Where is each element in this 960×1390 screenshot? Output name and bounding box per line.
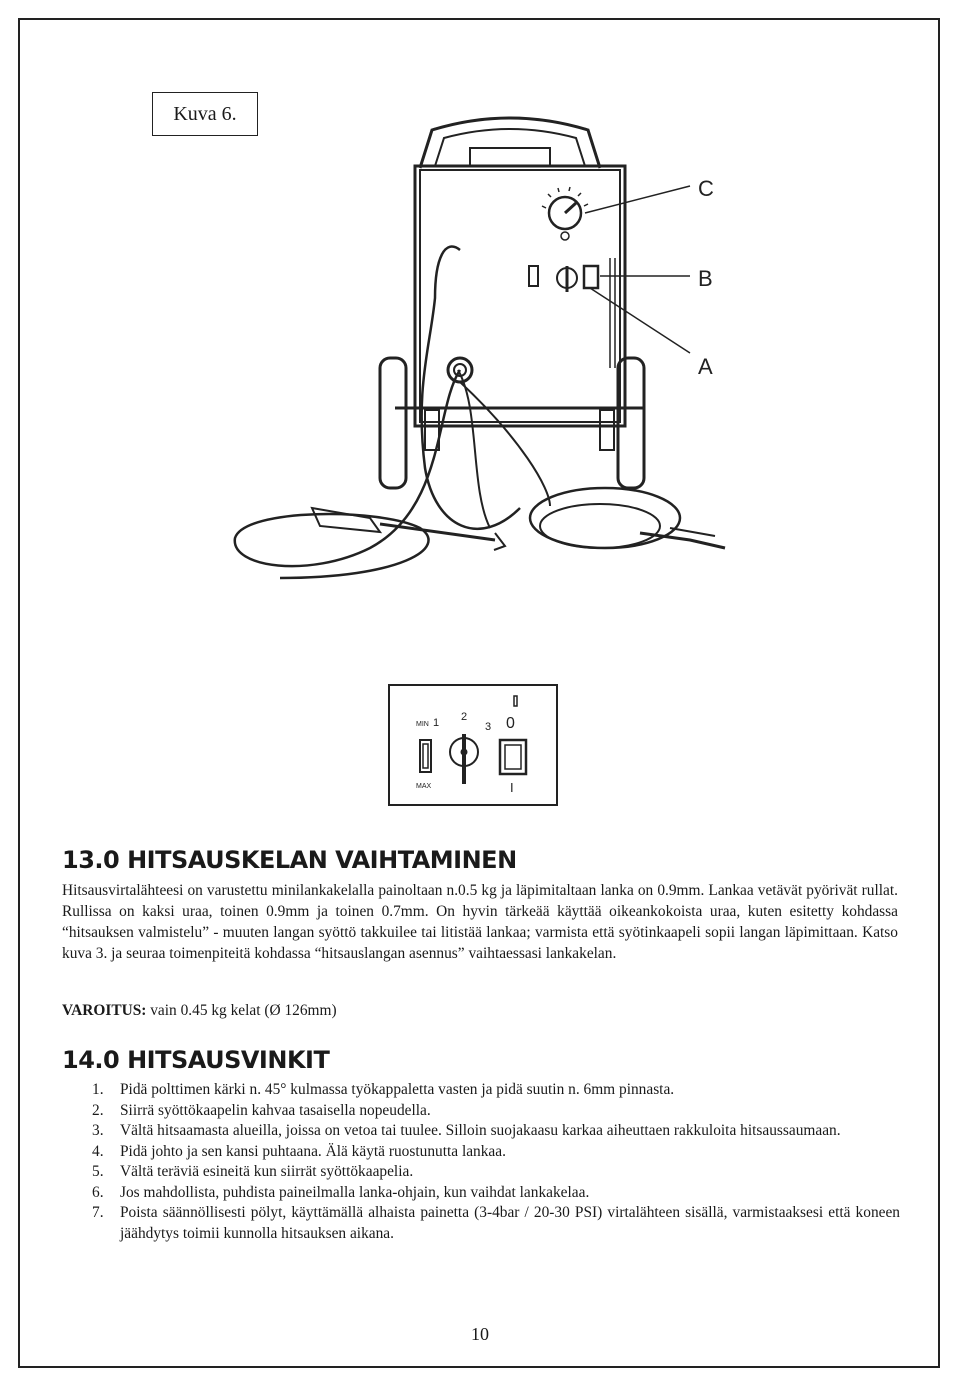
panel-pos2-label: 2 bbox=[461, 711, 468, 723]
callout-b: B bbox=[698, 266, 713, 291]
list-item: 7. Poista säännöllisesti pölyt, käyttämällä alhaista painetta (3-4bar / 20-30 PSI) virtalähteen sisällä, varmistaaksesi että koneen jäähdytys toimii kunnolla hitsauksen aikana. bbox=[92, 1204, 900, 1242]
section-13-heading: 13.0 HITSAUSKELAN VAIHTAMINEN bbox=[62, 846, 517, 874]
panel-min-label: MIN bbox=[416, 721, 429, 728]
warning-line bbox=[62, 1002, 337, 1020]
panel-pos3-label: 3 bbox=[485, 721, 492, 733]
list-item: 1. Pidä polttimen kärki n. 45° kulmassa työkappaletta vasten ja pidä suutin n. 6mm pinnasta. bbox=[92, 1081, 675, 1098]
callout-a: A bbox=[698, 354, 713, 379]
callout-c: C bbox=[698, 176, 714, 201]
section-14-heading: 14.0 HITSAUSVINKIT bbox=[62, 1046, 330, 1074]
section-13-paragraph: Hitsausvirtalähteesi on varustettu minilankakelalla painoltaan n.0.5 kg ja läpimitaltaan lanka on 0.9mm. Lankaa vetävät pyörivät rullat. Rullissa on kaksi uraa, toinen 0.9mm ja toinen 0.7mm. On hyvin tärkeää käyttää oikeankokoista uraa, kuten esitetty kohdassa “hitsauksen valmistelu” - muuten langan syöttö takkuilee tai litistää lankaa; varmista että syötinkaapeli sopii langan läpimittaan. Katso kuva 3. ja seuraa toimenpiteitä kohdassa “hitsauslangan asennus” vaihtaessasi lankakelan. bbox=[62, 882, 898, 962]
list-item: 3. Vältä hitsaamasta alueilla, joissa on vetoa tai tuulee. Silloin suojakaasu karkaa aiheuttaen rakkuloita hitsaussaumaan. bbox=[92, 1122, 841, 1139]
list-item: 4. Pidä johto ja sen kansi puhtaana. Älä käytä ruostunutta lankaa. bbox=[92, 1142, 506, 1160]
control-panel-detail bbox=[388, 684, 558, 806]
panel-off-label: 0 bbox=[506, 715, 515, 732]
panel-on-label: I bbox=[510, 780, 514, 795]
list-item: 2. Siirrä syöttökaapelin kahvaa tasaisella nopeudella. bbox=[92, 1101, 431, 1119]
warning-label: VAROITUS: bbox=[62, 1002, 147, 1019]
list-item: 5. Vältä teräviä esineitä kun siirrät syöttökaapelia. bbox=[92, 1163, 414, 1180]
list-item: 6. Jos mahdollista, puhdista paineilmalla lanka-ohjain, kun vaihdat lankakelaa. bbox=[92, 1183, 590, 1201]
panel-pos1-label: 1 bbox=[433, 717, 440, 729]
page-number: 10 bbox=[471, 1324, 489, 1344]
panel-max-label: MAX bbox=[416, 783, 432, 790]
warning-text: vain 0.45 kg kelat (Ø 126mm) bbox=[146, 1002, 337, 1019]
tips-list bbox=[62, 1080, 900, 1244]
welder-machine-illustration bbox=[220, 108, 740, 608]
figure-caption: Kuva 6. bbox=[152, 92, 258, 136]
